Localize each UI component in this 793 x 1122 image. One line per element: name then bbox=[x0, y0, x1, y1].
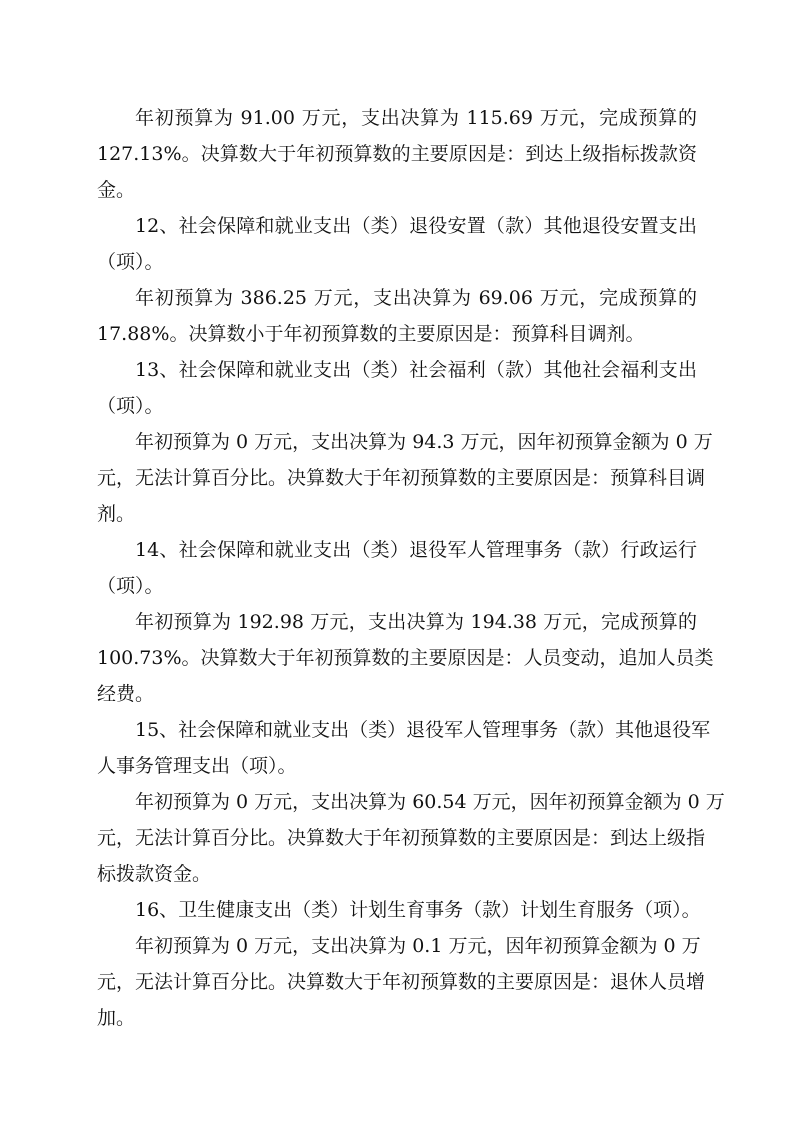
text-line: 年初预算为 91.00 万元，支出决算为 115.69 万元，完成预算的 bbox=[135, 107, 697, 129]
text-line: 年初预算为 386.25 万元，支出决算为 69.06 万元，完成预算的 bbox=[135, 287, 697, 309]
paragraph bbox=[97, 784, 725, 892]
text-line: 12、社会保障和就业支出（类）退役安置（款）其他退役安置支出 bbox=[135, 215, 697, 237]
paragraph bbox=[97, 208, 697, 280]
paragraph bbox=[97, 352, 697, 424]
paragraph bbox=[97, 604, 714, 712]
text-line: 经费。 bbox=[97, 683, 155, 705]
text-line: 14、社会保障和就业支出（类）退役军人管理事务（款）行政运行 bbox=[135, 539, 697, 561]
text-line: （项）。 bbox=[97, 575, 164, 597]
paragraph bbox=[97, 892, 701, 928]
document-body bbox=[97, 100, 725, 1036]
text-line: 年初预算为 0 万元，支出决算为 0.1 万元，因年初预算金额为 0 万 bbox=[135, 935, 701, 957]
text-line: 剂。 bbox=[97, 503, 136, 525]
text-line: 127.13%。决算数大于年初预算数的主要原因是：到达上级指标拨款资 bbox=[97, 143, 697, 165]
text-line: 元，无法计算百分比。决算数大于年初预算数的主要原因是：预算科目调 bbox=[97, 467, 706, 489]
text-line: 元，无法计算百分比。决算数大于年初预算数的主要原因是：退休人员增 bbox=[97, 971, 706, 993]
paragraph bbox=[97, 280, 697, 352]
text-line: 100.73%。决算数大于年初预算数的主要原因是：人员变动，追加人员类 bbox=[97, 647, 714, 669]
text-line: 人事务管理支出（项）。 bbox=[97, 755, 297, 777]
text-line: （项）。 bbox=[97, 251, 164, 273]
text-line: （项）。 bbox=[97, 395, 164, 417]
text-line: 金。 bbox=[97, 179, 136, 201]
text-line: 年初预算为 192.98 万元，支出决算为 194.38 万元，完成预算的 bbox=[135, 611, 697, 633]
text-line: 15、社会保障和就业支出（类）退役军人管理事务（款）其他退役军 bbox=[135, 719, 711, 741]
text-line: 标拨款资金。 bbox=[97, 863, 212, 885]
paragraph bbox=[97, 928, 706, 1036]
text-line: 年初预算为 0 万元，支出决算为 60.54 万元，因年初预算金额为 0 万 bbox=[135, 791, 725, 813]
text-line: 加。 bbox=[97, 1007, 136, 1029]
text-line: 年初预算为 0 万元，支出决算为 94.3 万元，因年初预算金额为 0 万 bbox=[135, 431, 713, 453]
paragraph bbox=[97, 532, 697, 604]
text-line: 13、社会保障和就业支出（类）社会福利（款）其他社会福利支出 bbox=[135, 359, 697, 381]
paragraph bbox=[97, 424, 713, 532]
text-line: 元，无法计算百分比。决算数大于年初预算数的主要原因是：到达上级指 bbox=[97, 827, 706, 849]
text-line: 16、卫生健康支出（类）计划生育事务（款）计划生育服务（项）。 bbox=[135, 899, 701, 921]
paragraph bbox=[97, 100, 697, 208]
paragraph bbox=[97, 712, 711, 784]
text-line: 17.88%。决算数小于年初预算数的主要原因是：预算科目调剂。 bbox=[97, 323, 645, 345]
